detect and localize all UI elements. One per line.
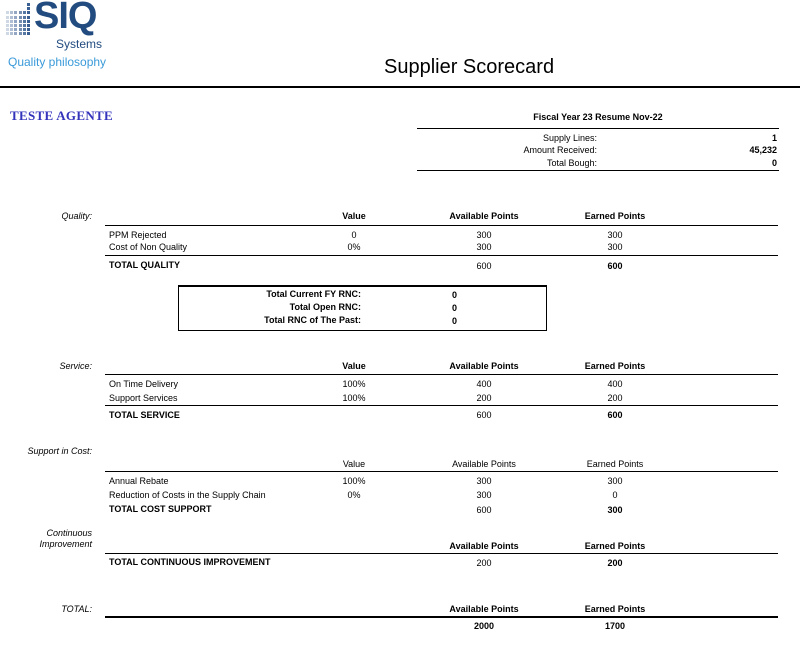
- grand-total-available: 2000: [473, 621, 495, 631]
- fiscal-label: Supply Lines:: [542, 133, 597, 143]
- col-header-available: Available Points: [452, 459, 516, 469]
- cost-row-value: 0%: [347, 490, 361, 500]
- cost-header-line: [105, 471, 778, 472]
- quality-row-available: 300: [476, 230, 492, 240]
- col-header-available: Available Points: [449, 541, 519, 551]
- service-total-available: 600: [476, 410, 492, 420]
- ci-total-earned: 200: [607, 558, 623, 568]
- service-row-name: Support Services: [109, 393, 178, 403]
- quality-total-line: [105, 255, 778, 256]
- quality-row-value: 0: [351, 230, 357, 240]
- cost-total-label: TOTAL COST SUPPORT: [109, 504, 212, 514]
- ci-header-line: [105, 553, 778, 554]
- quality-total-earned: 600: [607, 261, 623, 271]
- fiscal-value: 1: [771, 133, 777, 143]
- col-header-available: Available Points: [449, 211, 519, 221]
- quality-row-name: Cost of Non Quality: [109, 242, 188, 252]
- page-title: Supplier Scorecard: [384, 56, 555, 78]
- grand-total-earned: 1700: [604, 621, 626, 631]
- section-label-service: Service:: [59, 361, 92, 371]
- service-total-earned: 600: [607, 410, 623, 420]
- cost-row-earned: 0: [612, 490, 618, 500]
- rnc-label: Total RNC of The Past:: [264, 315, 361, 325]
- col-header-earned: Earned Points: [584, 541, 646, 551]
- quality-header-line: [105, 225, 778, 226]
- fiscal-label: Amount Received:: [523, 145, 597, 155]
- col-header-value: Value: [342, 361, 366, 371]
- header-divider: [0, 86, 800, 88]
- cost-total-earned: 300: [607, 505, 623, 515]
- section-label-ci-line2: Improvement: [39, 539, 92, 549]
- cost-row-available: 300: [476, 476, 492, 486]
- company-name: TESTE AGENTE: [10, 108, 113, 123]
- section-label-total: TOTAL:: [61, 604, 92, 614]
- col-header-earned: Earned Points: [584, 604, 646, 614]
- ci-total-available: 200: [476, 558, 492, 568]
- fiscal-value: 45,232: [749, 145, 777, 155]
- rnc-label: Total Open RNC:: [289, 302, 361, 312]
- rnc-value: 0: [452, 316, 458, 326]
- col-header-available: Available Points: [449, 604, 519, 614]
- cost-row-available: 300: [476, 490, 492, 500]
- quality-row-earned: 300: [607, 230, 623, 240]
- col-header-value: Value: [342, 459, 366, 469]
- service-total-line: [105, 405, 778, 406]
- cost-row-value: 100%: [342, 476, 366, 486]
- quality-total-available: 600: [476, 261, 492, 271]
- logo-grid-icon: [6, 3, 32, 36]
- section-label-cost: Support in Cost:: [27, 446, 92, 456]
- fiscal-top-line: [417, 128, 779, 129]
- col-header-available: Available Points: [449, 361, 519, 371]
- section-label-quality: Quality:: [61, 211, 92, 221]
- ci-total-label: TOTAL CONTINUOUS IMPROVEMENT: [109, 557, 271, 567]
- fiscal-value: 0: [771, 158, 777, 168]
- cost-total-available: 600: [476, 505, 492, 515]
- logo-tagline: Quality philosophy: [8, 55, 107, 69]
- fiscal-heading: Fiscal Year 23 Resume Nov-22: [533, 112, 663, 122]
- logo-text: SIQ: [34, 0, 97, 37]
- service-row-value: 100%: [342, 393, 366, 403]
- col-header-earned: Earned Points: [584, 211, 646, 221]
- grand-total-line: [105, 616, 778, 618]
- service-header-line: [105, 374, 778, 375]
- col-header-earned: Earned Points: [586, 459, 644, 469]
- service-row-available: 200: [476, 393, 492, 403]
- service-row-value: 100%: [342, 379, 366, 389]
- service-row-earned: 200: [607, 393, 623, 403]
- section-label-ci-line1: Continuous: [46, 528, 92, 538]
- quality-row-name: PPM Rejected: [109, 230, 167, 240]
- fiscal-label: Total Bough:: [546, 158, 597, 168]
- quality-total-label: TOTAL QUALITY: [109, 260, 180, 270]
- service-row-name: On Time Delivery: [109, 379, 179, 389]
- cost-row-name: Reduction of Costs in the Supply Chain: [109, 490, 266, 500]
- rnc-label: Total Current FY RNC:: [266, 289, 361, 299]
- quality-row-available: 300: [476, 242, 492, 252]
- rnc-value: 0: [452, 303, 458, 313]
- service-total-label: TOTAL SERVICE: [109, 410, 180, 420]
- service-row-earned: 400: [607, 379, 623, 389]
- col-header-value: Value: [342, 211, 366, 221]
- quality-row-earned: 300: [607, 242, 623, 252]
- logo-subtext: Systems: [56, 37, 103, 51]
- cost-row-earned: 300: [607, 476, 623, 486]
- col-header-earned: Earned Points: [584, 361, 646, 371]
- cost-row-name: Annual Rebate: [109, 476, 169, 486]
- rnc-value: 0: [452, 290, 458, 300]
- service-row-available: 400: [476, 379, 492, 389]
- fiscal-bottom-line: [417, 170, 779, 171]
- quality-row-value: 0%: [347, 242, 361, 252]
